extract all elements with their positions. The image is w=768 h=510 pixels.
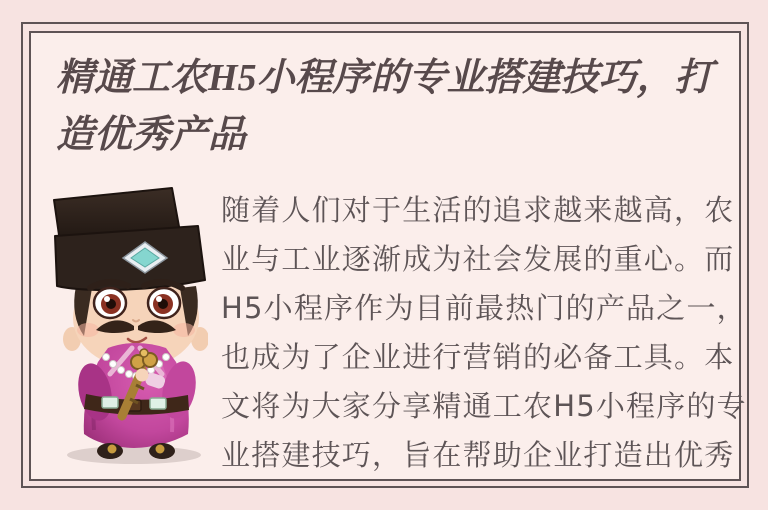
blush-left — [77, 323, 99, 337]
article-excerpt — [221, 186, 747, 480]
excerpt-line-3: H5小程序作为目前最热门的产品之一， — [221, 291, 747, 325]
shoe-ornament-right — [156, 445, 165, 454]
excerpt-line-2: 业与工业逐渐成为社会发展的重心。而 — [221, 242, 735, 276]
eye-highlight-right — [156, 296, 162, 302]
title-line-2: 造优秀产品 — [56, 114, 247, 156]
mascot-illustration — [46, 184, 208, 466]
excerpt-line-1: 随着人们对于生活的追求越来越高，农 — [221, 193, 735, 227]
excerpt-line-4: 也成为了企业进行营销的必备工具。本 — [221, 340, 735, 374]
excerpt-line-5: 文将为大家分享精通工农H5小程序的专 — [221, 389, 747, 423]
title-line-1: 精通工农H5小程序的专业搭建技巧，打 — [56, 57, 713, 99]
belt-jade-left — [102, 397, 118, 408]
blush-right — [173, 323, 195, 337]
mascot-official-character — [46, 184, 208, 466]
belt-jade-right — [150, 398, 166, 409]
hand — [136, 369, 149, 382]
excerpt-line-6: 业搭建技巧，旨在帮助企业打造出优秀 — [221, 438, 735, 472]
shoe-ornament-left — [108, 445, 117, 454]
eye-highlight-left — [104, 296, 110, 302]
scepter-head-knob — [140, 349, 148, 357]
ground-shadow — [67, 446, 201, 464]
article-title — [56, 50, 746, 164]
